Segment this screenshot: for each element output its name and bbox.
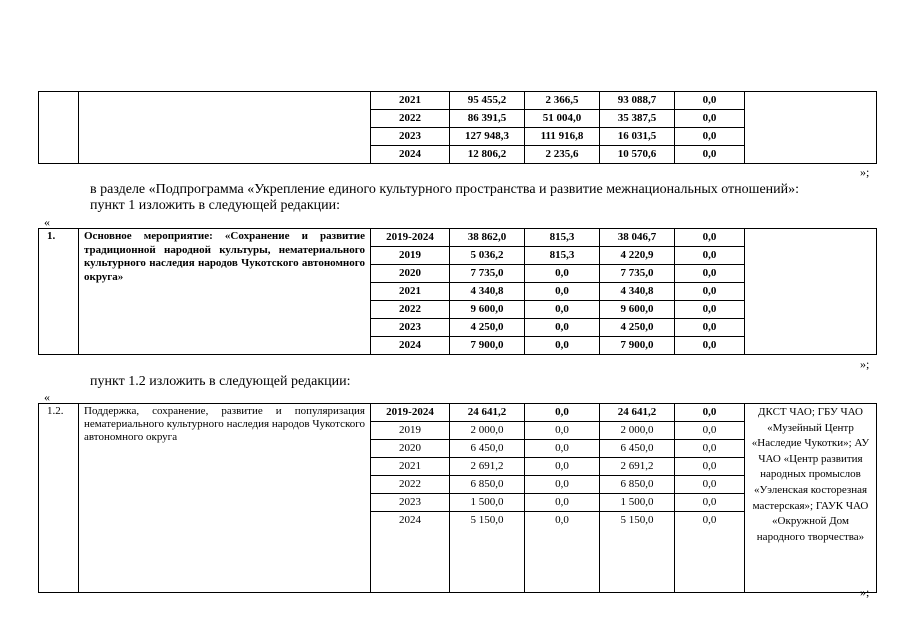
budget1-cell: 2 366,5 <box>525 92 600 110</box>
table-top-continuation <box>38 91 877 164</box>
budget3-cell: 0,0 <box>675 512 745 530</box>
budget1-cell: 0,0 <box>525 265 600 283</box>
budget3-cell: 0,0 <box>675 128 745 146</box>
budget1-cell-filler <box>525 529 600 593</box>
total-cell-filler <box>450 529 525 593</box>
budget3-cell: 0,0 <box>675 229 745 247</box>
budget1-cell: 0,0 <box>525 494 600 512</box>
responsible-cell <box>745 229 877 355</box>
budget2-cell: 6 850,0 <box>600 476 675 494</box>
budget1-cell: 0,0 <box>525 337 600 355</box>
budget2-cell: 93 088,7 <box>600 92 675 110</box>
budget2-cell: 7 900,0 <box>600 337 675 355</box>
table-item-1 <box>38 228 877 355</box>
budget1-cell: 111 916,8 <box>525 128 600 146</box>
year-cell: 2019-2024 <box>371 229 450 247</box>
budget2-cell: 2 691,2 <box>600 458 675 476</box>
budget3-cell-filler <box>675 529 745 593</box>
year-cell: 2019 <box>371 247 450 265</box>
total-cell: 9 600,0 <box>450 301 525 319</box>
budget2-cell: 2 000,0 <box>600 422 675 440</box>
total-cell: 2 000,0 <box>450 422 525 440</box>
budget2-cell: 24 641,2 <box>600 404 675 422</box>
total-cell: 12 806,2 <box>450 146 525 164</box>
budget3-cell: 0,0 <box>675 92 745 110</box>
budget1-cell: 0,0 <box>525 458 600 476</box>
budget1-cell: 0,0 <box>525 319 600 337</box>
total-cell: 4 340,8 <box>450 283 525 301</box>
budget2-cell: 5 150,0 <box>600 512 675 530</box>
item-number: 1.2. <box>39 404 79 593</box>
responsible-executors: ДКСТ ЧАО; ГБУ ЧАО «Музейный Центр «Наследие Чукотки»; АУ ЧАО «Центр развития народных промыслов «Уэленская косторезная мастерская»; ГАУК ЧАО «Окружной Дом народного творчества» <box>745 404 877 593</box>
total-cell: 38 862,0 <box>450 229 525 247</box>
year-cell: 2019 <box>371 422 450 440</box>
table-row <box>39 92 877 110</box>
budget2-cell: 9 600,0 <box>600 301 675 319</box>
year-cell: 2023 <box>371 494 450 512</box>
year-cell: 2022 <box>371 476 450 494</box>
total-cell: 7 900,0 <box>450 337 525 355</box>
total-cell: 5 036,2 <box>450 247 525 265</box>
budget1-cell: 815,3 <box>525 247 600 265</box>
item-description: Основное мероприятие: «Сохранение и развитие традиционной народной культуры, нематериального культурного наследия народов Чукотского автономного округа» <box>79 229 371 355</box>
closing-quote: »; <box>860 585 870 599</box>
budget3-cell: 0,0 <box>675 319 745 337</box>
opening-quote: « <box>44 215 50 229</box>
table-row <box>39 404 877 422</box>
budget2-cell: 7 735,0 <box>600 265 675 283</box>
total-cell: 2 691,2 <box>450 458 525 476</box>
table-item-1-2 <box>38 403 877 593</box>
total-cell: 6 450,0 <box>450 440 525 458</box>
budget2-cell: 4 250,0 <box>600 319 675 337</box>
budget1-cell: 0,0 <box>525 422 600 440</box>
year-cell: 2022 <box>371 301 450 319</box>
total-cell: 127 948,3 <box>450 128 525 146</box>
responsible-cell <box>745 92 877 164</box>
year-cell: 2024 <box>371 512 450 530</box>
budget2-cell: 1 500,0 <box>600 494 675 512</box>
budget3-cell: 0,0 <box>675 476 745 494</box>
total-cell: 86 391,5 <box>450 110 525 128</box>
year-cell: 2024 <box>371 337 450 355</box>
total-cell: 4 250,0 <box>450 319 525 337</box>
budget2-cell: 38 046,7 <box>600 229 675 247</box>
item-description: Поддержка, сохранение, развитие и популяризация нематериального культурного наследия народов Чукотского автономного округа <box>79 404 371 593</box>
total-cell: 95 455,2 <box>450 92 525 110</box>
budget1-cell: 0,0 <box>525 283 600 301</box>
total-cell: 1 500,0 <box>450 494 525 512</box>
table-row <box>39 229 877 247</box>
budget1-cell: 0,0 <box>525 404 600 422</box>
description-cell <box>79 92 371 164</box>
year-cell: 2020 <box>371 440 450 458</box>
budget3-cell: 0,0 <box>675 247 745 265</box>
budget1-cell: 0,0 <box>525 301 600 319</box>
budget3-cell: 0,0 <box>675 422 745 440</box>
number-cell <box>39 92 79 164</box>
opening-quote: « <box>44 390 50 404</box>
budget1-cell: 815,3 <box>525 229 600 247</box>
year-cell: 2021 <box>371 458 450 476</box>
item-number: 1. <box>39 229 79 355</box>
year-cell: 2023 <box>371 319 450 337</box>
budget2-cell: 10 570,6 <box>600 146 675 164</box>
budget2-cell: 6 450,0 <box>600 440 675 458</box>
amendment-paragraph: пункт 1.2 изложить в следующей редакции: <box>90 374 351 389</box>
budget2-cell: 16 031,5 <box>600 128 675 146</box>
budget1-cell: 0,0 <box>525 512 600 530</box>
budget3-cell: 0,0 <box>675 301 745 319</box>
year-cell: 2021 <box>371 283 450 301</box>
year-cell: 2023 <box>371 128 450 146</box>
year-cell: 2022 <box>371 110 450 128</box>
amendment-paragraph: пункт 1 изложить в следующей редакции: <box>90 198 340 213</box>
budget3-cell: 0,0 <box>675 110 745 128</box>
budget1-cell: 2 235,6 <box>525 146 600 164</box>
section-paragraph: в разделе «Подпрограмма «Укрепление единого культурного пространства и развитие межнациональных отношений»: <box>90 182 800 197</box>
total-cell: 24 641,2 <box>450 404 525 422</box>
budget2-cell: 35 387,5 <box>600 110 675 128</box>
closing-quote: »; <box>860 165 870 179</box>
total-cell: 5 150,0 <box>450 512 525 530</box>
budget2-cell: 4 220,9 <box>600 247 675 265</box>
budget2-cell: 4 340,8 <box>600 283 675 301</box>
budget2-cell-filler <box>600 529 675 593</box>
year-cell: 2020 <box>371 265 450 283</box>
budget1-cell: 0,0 <box>525 476 600 494</box>
budget3-cell: 0,0 <box>675 440 745 458</box>
year-cell: 2019-2024 <box>371 404 450 422</box>
year-cell-filler <box>371 529 450 593</box>
budget1-cell: 51 004,0 <box>525 110 600 128</box>
budget3-cell: 0,0 <box>675 283 745 301</box>
closing-quote: »; <box>860 357 870 371</box>
budget3-cell: 0,0 <box>675 494 745 512</box>
budget3-cell: 0,0 <box>675 337 745 355</box>
budget3-cell: 0,0 <box>675 146 745 164</box>
year-cell: 2021 <box>371 92 450 110</box>
budget3-cell: 0,0 <box>675 458 745 476</box>
budget3-cell: 0,0 <box>675 265 745 283</box>
budget1-cell: 0,0 <box>525 440 600 458</box>
budget3-cell: 0,0 <box>675 404 745 422</box>
year-cell: 2024 <box>371 146 450 164</box>
total-cell: 7 735,0 <box>450 265 525 283</box>
total-cell: 6 850,0 <box>450 476 525 494</box>
